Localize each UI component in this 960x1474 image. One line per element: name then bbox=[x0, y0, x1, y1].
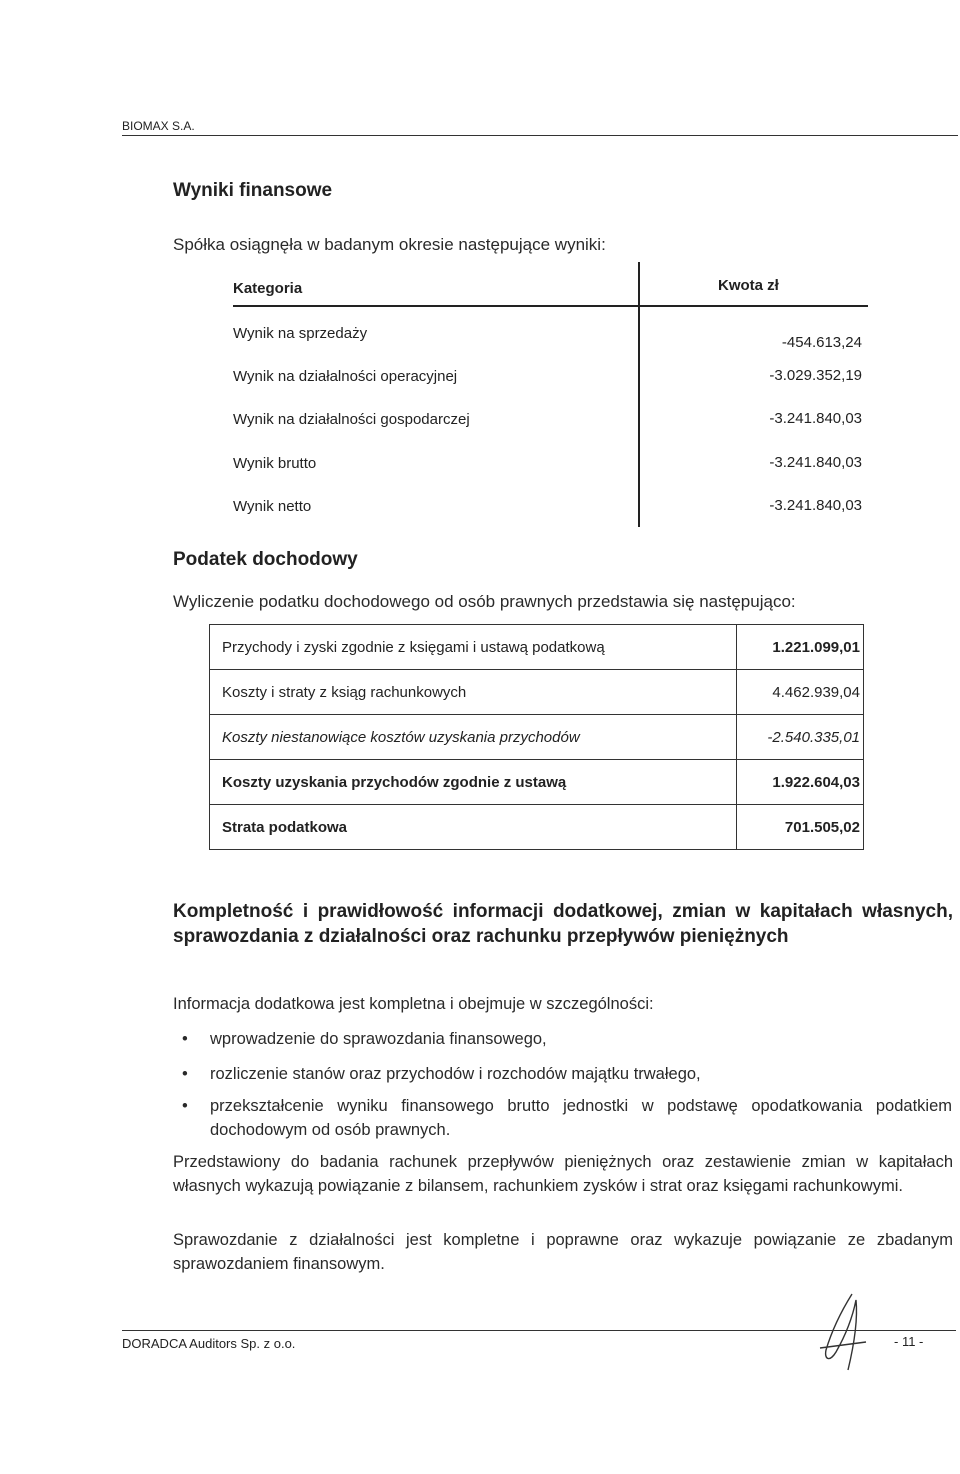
page-number: - 11 - bbox=[894, 1334, 924, 1349]
result-value-sales: -454.613,24 bbox=[781, 334, 862, 351]
bullet-text: wprowadzenie do sprawozdania finansowego, bbox=[210, 1030, 547, 1048]
completeness-intro: Informacja dodatkowa jest kompletna i obejmuje w szczególności: bbox=[173, 995, 654, 1013]
tax-row-label: Przychody i zyski zgodnie z księgami i ustawą podatkową bbox=[210, 625, 737, 670]
section-title-completeness: Kompletność i prawidłowość informacji dodatkowej, zmian w kapitałach własnych, sprawozdania z działalności oraz rachunku przepływów pieniężnych bbox=[173, 901, 953, 947]
col-header-amount: Kwota zł bbox=[718, 277, 779, 294]
bullet-icon: • bbox=[182, 1030, 188, 1048]
tax-row-value: -2.540.335,01 bbox=[737, 715, 864, 760]
bullet-text: rozliczenie stanów oraz przychodów i rozchodów majątku trwałego, bbox=[210, 1065, 701, 1083]
table-header-rule bbox=[233, 305, 868, 307]
result-label-economic: Wynik na działalności gospodarczej bbox=[233, 411, 470, 428]
company-header: BIOMAX S.A. bbox=[122, 119, 195, 133]
section-title-results: Wyniki finansowe bbox=[173, 180, 333, 201]
tax-row bbox=[210, 760, 864, 805]
result-label-gross: Wynik brutto bbox=[233, 455, 317, 472]
tax-row-label: Koszty i straty z ksiąg rachunkowych bbox=[210, 670, 737, 715]
bullet-item bbox=[182, 1062, 952, 1086]
result-label-net: Wynik netto bbox=[233, 498, 312, 515]
section-title-tax: Podatek dochodowy bbox=[173, 549, 358, 570]
bullet-icon: • bbox=[182, 1065, 188, 1083]
bullet-item bbox=[182, 1027, 952, 1051]
result-value-net: -3.241.840,03 bbox=[769, 497, 862, 514]
result-label-sales: Wynik na sprzedaży bbox=[233, 325, 368, 342]
footer-rule bbox=[122, 1330, 956, 1331]
result-value-gross: -3.241.840,03 bbox=[769, 454, 862, 471]
tax-row-label: Koszty uzyskania przychodów zgodnie z ustawą bbox=[210, 760, 737, 805]
col-header-category: Kategoria bbox=[233, 280, 303, 297]
tax-intro: Wyliczenie podatku dochodowego od osób prawnych przedstawia się następująco: bbox=[173, 592, 796, 611]
tax-row-value: 1.221.099,01 bbox=[737, 625, 864, 670]
bullet-icon: • bbox=[182, 1097, 188, 1115]
tax-row bbox=[210, 670, 864, 715]
result-label-operating: Wynik na działalności operacyjnej bbox=[233, 368, 458, 385]
paragraph-cashflow: Przedstawiony do badania rachunek przepływów pieniężnych oraz zestawienie zmian w kapitałach własnych wykazują powiązanie z bilansem, rachunkiem zysków i strat oraz księgami rachunkowymi. bbox=[173, 1153, 953, 1195]
tax-row-value: 1.922.604,03 bbox=[737, 760, 864, 805]
tax-row bbox=[210, 805, 864, 850]
footer-firm: DORADCA Auditors Sp. z o.o. bbox=[122, 1336, 296, 1351]
tax-table bbox=[209, 624, 864, 850]
paragraph-activity-report: Sprawozdanie z działalności jest kompletne i poprawne oraz wykazuje powiązanie ze zbadanym sprawozdaniem finansowym. bbox=[173, 1231, 953, 1273]
tax-row bbox=[210, 625, 864, 670]
table-column-divider bbox=[638, 262, 640, 527]
result-value-operating: -3.029.352,19 bbox=[769, 367, 862, 384]
signature-icon bbox=[812, 1290, 872, 1380]
tax-row bbox=[210, 715, 864, 760]
tax-row-label: Strata podatkowa bbox=[210, 805, 737, 850]
tax-row-value: 701.505,02 bbox=[737, 805, 864, 850]
header-rule bbox=[122, 135, 958, 136]
results-intro: Spółka osiągnęła w badanym okresie następujące wyniki: bbox=[173, 235, 606, 254]
tax-row-label: Koszty niestanowiące kosztów uzyskania przychodów bbox=[210, 715, 737, 760]
tax-row-value: 4.462.939,04 bbox=[737, 670, 864, 715]
bullet-text: przekształcenie wyniku finansowego brutto jednostki w podstawę opodatkowania podatkiem dochodowym od osób prawnych. bbox=[210, 1097, 952, 1139]
result-value-economic: -3.241.840,03 bbox=[769, 410, 862, 427]
bullet-item bbox=[182, 1094, 952, 1142]
